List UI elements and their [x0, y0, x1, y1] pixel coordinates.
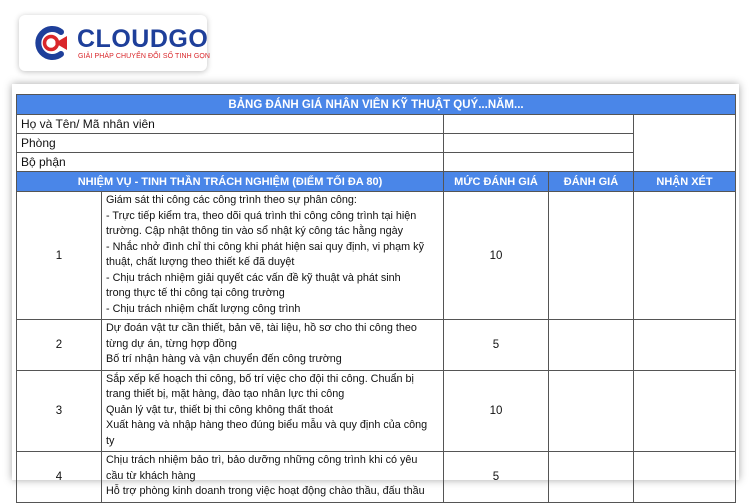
- table-row: [17, 192, 736, 320]
- table-row: [17, 370, 736, 452]
- description-line: cầu từ khách hàng: [106, 469, 196, 482]
- cloudgo-logo-icon: [31, 23, 71, 63]
- info-row-department: [17, 134, 736, 153]
- brand-name: CLOUDGO: [77, 25, 209, 53]
- column-header-row: [17, 172, 736, 192]
- info-row-name: [17, 115, 736, 134]
- evaluation-table: [16, 94, 736, 503]
- info-value-department[interactable]: [444, 134, 634, 153]
- description-line: Hỗ trợ phòng kinh doanh trong việc hoạt động chào thầu, đấu thầu: [106, 485, 425, 497]
- description-line: trong thực tế thi công tại công trường: [106, 287, 285, 299]
- info-blank-cell: [634, 115, 736, 172]
- brand-tagline: GIẢI PHÁP CHUYỂN ĐỔI SỐ TINH GỌN: [78, 53, 211, 60]
- row-number: 1: [17, 192, 102, 320]
- info-label-division: Bộ phận: [17, 153, 444, 172]
- table-row: [17, 320, 736, 371]
- description-line: - Chịu trách nhiệm chất lượng công trình: [106, 302, 301, 315]
- title-row: [17, 95, 736, 115]
- info-label-department: Phòng: [17, 134, 444, 153]
- row-number: 3: [17, 370, 102, 452]
- header-evaluation: ĐÁNH GIÁ: [549, 172, 634, 192]
- table-row: [17, 452, 736, 503]
- row-description: [102, 452, 444, 503]
- description-line: từng dự án, từng hợp đồng: [106, 337, 237, 350]
- row-evaluation[interactable]: [549, 320, 634, 371]
- header-level: MỨC ĐÁNH GIÁ: [444, 172, 549, 192]
- row-evaluation[interactable]: [549, 370, 634, 452]
- description-line: thuật, chất lượng theo thiết kế đã duyệt: [106, 256, 295, 268]
- description-line: - Trực tiếp kiểm tra, theo dõi quá trình thi công công trình tại hiện: [106, 209, 417, 222]
- row-level: 5: [444, 452, 549, 503]
- row-evaluation[interactable]: [549, 452, 634, 503]
- row-comment[interactable]: [634, 320, 736, 371]
- row-description: [102, 192, 444, 320]
- info-value-name[interactable]: [444, 115, 634, 134]
- description-line: - Nhắc nhở đình chỉ thi công khi phát hiện sai quy định, vi phạm kỹ: [106, 240, 424, 253]
- info-row-division: [17, 153, 736, 172]
- evaluation-sheet: [12, 84, 739, 497]
- row-level: 5: [444, 320, 549, 371]
- header-task: NHIỆM VỤ - TINH THẦN TRÁCH NGHIỆM (ĐIỂM TỐI ĐA 80): [17, 172, 444, 192]
- header-comment: NHẬN XÉT: [634, 172, 736, 192]
- description-line: Chịu trách nhiệm bảo trì, bảo dưỡng những công trình khi có yêu: [106, 454, 418, 466]
- description-line: Quản lý vật tư, thiết bị thi công không thất thoát: [106, 403, 333, 416]
- description-line: - Chịu trách nhiệm giải quyết các vấn đề kỹ thuật và phát sinh: [106, 271, 401, 284]
- sheet-title: BẢNG ĐÁNH GIÁ NHÂN VIÊN KỸ THUẬT QUÝ...NĂM...: [17, 95, 736, 115]
- row-comment[interactable]: [634, 192, 736, 320]
- row-description: [102, 320, 444, 371]
- info-label-name: Họ và Tên/ Mã nhân viên: [17, 115, 444, 134]
- description-line: Bố trí nhận hàng và vận chuyển đến công trường: [106, 353, 342, 365]
- brand-logo: [19, 15, 211, 71]
- description-line: trang thiết bị, mặt hàng, đào tạo nhân lực thi công: [106, 388, 345, 400]
- description-line: trường. Cập nhật thông tin vào sổ nhật ký công tác hằng ngày: [106, 225, 404, 237]
- row-number: 2: [17, 320, 102, 371]
- description-line: Xuất hàng và nhập hàng theo đúng biểu mẫu và quy định của công: [106, 419, 428, 431]
- row-comment[interactable]: [634, 370, 736, 452]
- row-level: 10: [444, 370, 549, 452]
- description-line: Dự đoán vật tư cần thiết, bản vẽ, tài liệu, hồ sơ cho thi công theo: [106, 322, 417, 334]
- row-number: 4: [17, 452, 102, 503]
- info-value-division[interactable]: [444, 153, 634, 172]
- row-description: [102, 370, 444, 452]
- row-comment[interactable]: [634, 452, 736, 503]
- description-line: Sắp xếp kế hoạch thi công, bố trí việc cho đội thi công. Chuẩn bị: [106, 372, 414, 385]
- row-level: 10: [444, 192, 549, 320]
- description-line: ty: [106, 434, 115, 447]
- description-line: Giám sát thi công các công trình theo sự phân công:: [106, 194, 357, 206]
- row-evaluation[interactable]: [549, 192, 634, 320]
